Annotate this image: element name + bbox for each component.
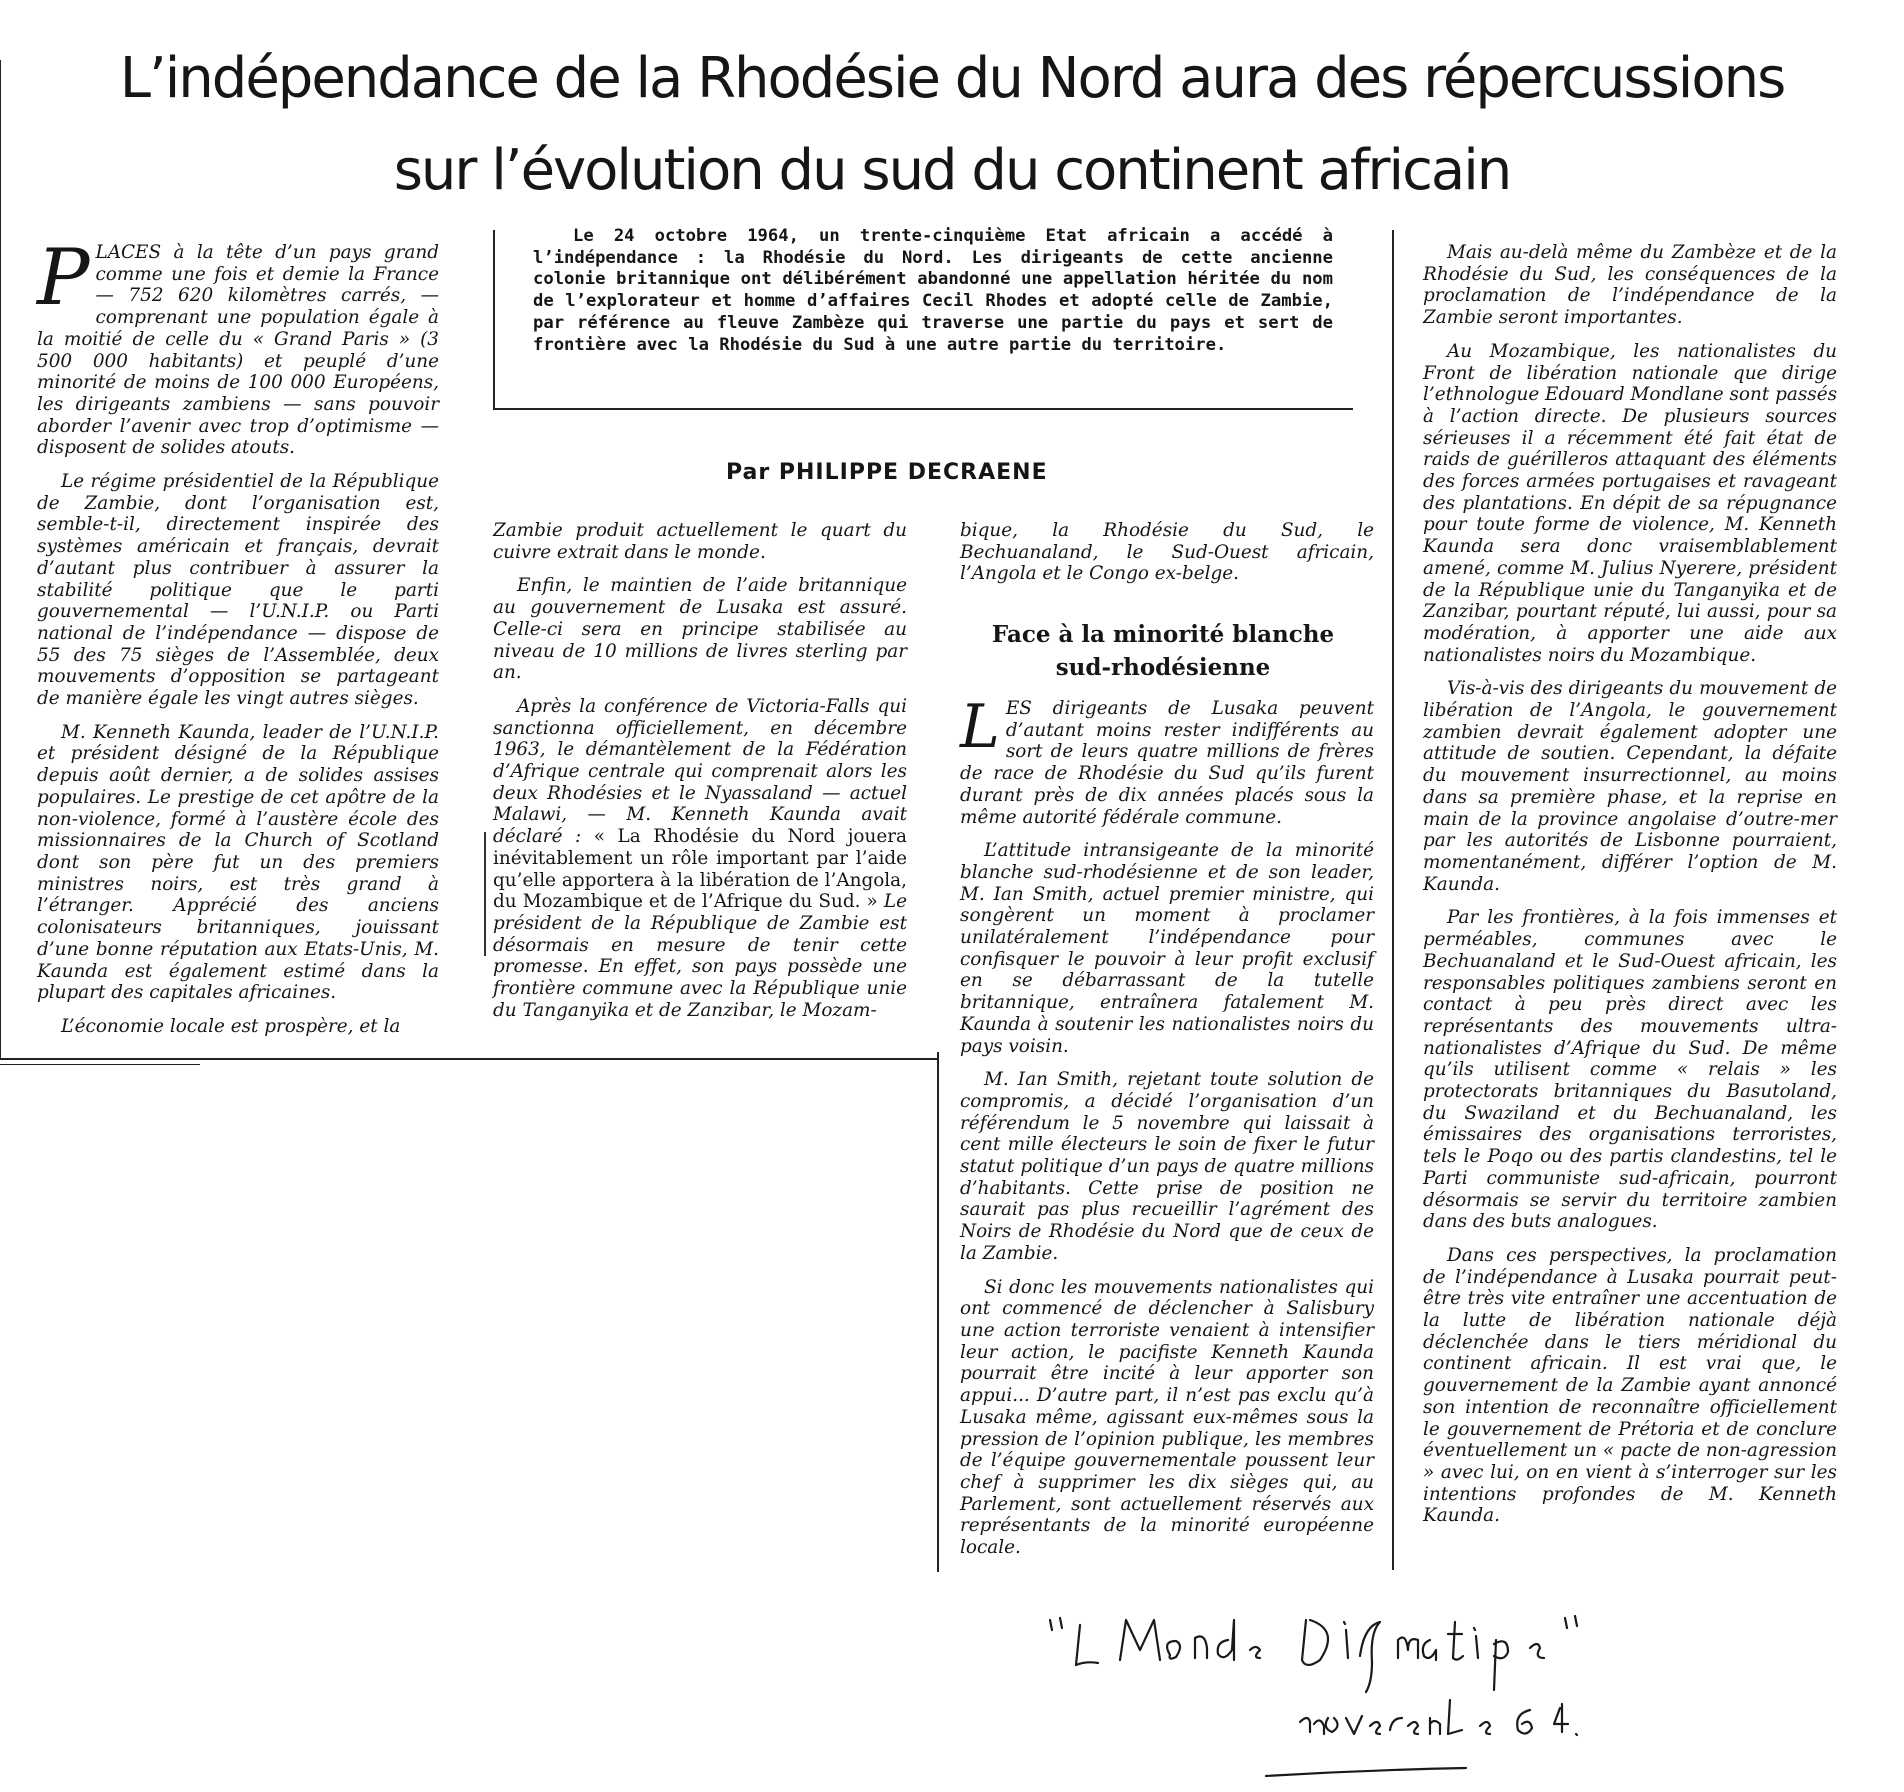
col1-paragraph-1	[37, 233, 439, 459]
column-3-body	[960, 692, 1374, 1571]
col1-paragraph-3: M. Kenneth Kaunda, leader de l’U.N.I.P. et président désigné de la République depuis août dernier, a de solides assises populaires. Le prestige de cet apôtre de la non-violence, formé à l’austère école des missionnaires de la Church of Scotland dont son père fut un des premiers ministres noirs, est très grand à l’étranger. Apprécié des anciens colonisateurs britanniques, jouissant d’une bonne réputation aux Etats-Unis, M. Kaunda est également estimé dans la plupart des capitales africaines.	[37, 721, 439, 1004]
col2-p3b-text: Le président de la République de Zambie est désormais en mesure de tenir cette promesse. En effet, son pays possède une frontière commune avec la République unie du Tanganyika et de Zanzibar, le Mozam-	[493, 891, 907, 1021]
headline-line-1: L’indépendance de la Rhodésie du Nord aura des répercussions	[119, 46, 1785, 111]
col2-p3a-text: Après la conférence de Victoria-Falls qui sanctionna officiellement, en décembre 1963, le démantèlement de la Fédération d’Afrique centrale qui comprenait alors les deux Rhodésies et le Nyassaland — actuel Malawi, — M. Kenneth Kaunda avait déclaré :	[493, 695, 907, 848]
column-4	[1423, 242, 1837, 1539]
handwritten-annotation	[1010, 1600, 1904, 1790]
column-divider-lower	[937, 1052, 939, 1572]
col1-paragraph-4: L’économie locale est prospère, et la	[61, 1015, 401, 1037]
col2-paragraph-3	[493, 696, 907, 1022]
column-1	[37, 233, 439, 1050]
col3-p1-text: ES dirigeants de Lusaka peuvent d’autant moins rester indifférents au sort de leurs quatre millions de frères de race de Rhodésie du Sud qu’ils furent durant près de dix années placés sous la même autorité fédérale commune.	[960, 698, 1374, 828]
lead-paragraph	[533, 226, 1333, 356]
col2-paragraph-1: Zambie produit actuellement le quart du cuivre extrait dans le monde.	[493, 520, 907, 563]
column-3	[960, 520, 1374, 597]
col4-paragraph-2: Au Mozambique, les nationalistes du Front de libération nationale que dirige l’ethnologue Edouard Mondlane sont passés à l’action directe. De plusieurs sources sérieuses il a récemment été fait état de raids de guérilleros attaquant des éléments des forces armées portugaises et ravageant des plantations. En dépit de sa répugnance pour toute forme de violence, M. Kenneth Kaunda sera donc vraisemblablement amené, comme M. Julius Nyerere, président de la République unie du Tanganyika et de Zanzibar, pourtant réputé, lui aussi, pour sa modération, à apporter une aide aux nationalistes noirs du Mozambique.	[1423, 340, 1838, 666]
dropcap-p: P	[37, 233, 90, 323]
col4-paragraph-1: Mais au-delà même du Zambèze et de la Rhodésie du Sud, les conséquences de la proclamation de l’indépendance de la Zambie seront importantes.	[1423, 242, 1837, 329]
column-2	[493, 520, 907, 1033]
bottom-cut-rule	[0, 1058, 938, 1060]
byline: Par PHILIPPE DECRAENE	[726, 460, 1048, 485]
quote-bracket-line	[484, 832, 486, 956]
headline-line-2: sur l’évolution du sud du continent africain	[393, 138, 1511, 203]
col3-paragraph-4: Si donc les mouvements nationalistes qui ont commencé de déclencher à Salisbury une action terroriste venaient à intensifier leur action, le pacifiste Kenneth Kaunda pourrait être incité à leur apporter son appui... D’autre part, il n’est pas exclu qu’à Lusaka même, agissant eux-mêmes sous la pression de l’opinion publique, les membres de l’équipe gouvernementale poussent leur chef à supprimer les dix sièges qui, au Parlement, sont actuellement réservés aux représentants de la minorité européenne locale.	[960, 1276, 1374, 1559]
column-divider-rule	[1392, 230, 1394, 1570]
col1-p1-text: LACES à la tête d’un pays grand comme une fois et demie la France — 752 620 kilomètres carrés, — comprenant une population égale à la moitié de celle du « Grand Paris » (3 500 000 habitants) et peuplé d’une minorité de moins de 100 000 Européens, les dirigeants zambiens — sans pouvoir aborder l’avenir avec trop d’optimisme — disposent de solides atouts.	[37, 242, 439, 459]
dropcap-l: L	[960, 692, 1000, 762]
col4-paragraph-4: Par les frontières, à la fois immenses et perméables, communes avec le Bechuanaland et le Sud-Ouest africain, les responsables politiques zambiens seront en contact à peu près direct avec les représentants des mouvements ultra-nationalistes d’Afrique du Sud. De même qu’ils utilisent comme « relais » les protectorats britanniques du Basutoland, du Swaziland et du Bechuanaland, les émissaires des organisations terroristes, tels le Poqo ou des partis clandestins, tel le Parti communiste sud-africain, pourront désormais se servir du territoire zambien dans des buts analogues.	[1423, 907, 1837, 1233]
col4-paragraph-3: Vis-à-vis des dirigeants du mouvement de libération de l’Angola, le gouvernement zambien devrait également adopter une attitude de soutien. Cependant, la défaite du mouvement insurrectionnel, au moins dans sa première phase, et la reprise en main de la province angolaise d’outre-mer par les autorités de Lisbonne pourraient, momentanément, différer l’option de M. Kaunda.	[1423, 678, 1837, 895]
col1-paragraph-2: Le régime présidentiel de la République de Zambie, dont l’organisation est, semble-t-il, directement inspirée des systèmes américain et français, devrait d’autant plus contribuer à assurer la stabilité politique que le parti gouvernemental — l’U.N.I.P. ou Parti national de l’indépendance — dispose de 55 des 75 sièges de l’Assemblée, deux mouvements d’opposition se partageant de manière égale les vingt autres sièges.	[37, 471, 439, 710]
col2-paragraph-2: Enfin, le maintien de l’aide britannique au gouvernement de Lusaka est assuré. Celle-ci sera en principe stabilisée au niveau de 10 millions de livres sterling par an.	[493, 575, 907, 684]
bottom-cut-rule-thin	[0, 1064, 200, 1065]
col3-paragraph-0: bique, la Rhodésie du Sud, le Bechuanaland, le Sud-Ouest africain, l’Angola et le Congo ex-belge.	[960, 520, 1374, 585]
lead-text: Le 24 octobre 1964, un trente-cinquième Etat africain a accédé à l’indépendance : la Rhodésie du Nord. Les dirigeants de cette ancienne colonie britannique ont délibérément abandonné une appellation héritée du nom de l’explorateur et homme d’affaires Cecil Rhodes et adopté celle de Zambie, par référence au fleuve Zambèze qui traverse une partie du pays et sert de frontière avec la Rhodésie du Sud à une autre partie du territoire.	[533, 226, 1333, 355]
subhead-minority: Face à la minorité blanche sud-rhodésienne	[991, 621, 1335, 681]
col4-paragraph-5: Dans ces perspectives, la proclamation de l’indépendance à Lusaka pourrait peut-être très vite entraîner une accentuation de la lutte de libération nationale déjà déclenchée dans le tiers méridional du continent africain. Il est vrai que, le gouvernement de la Zambie ayant annoncé son intention de reconnaître officiellement le gouvernement de Prétoria et de conclure éventuellement un « pacte de non-agression » avec lui, on en vient à s’interroger sur les intentions profondes de M. Kenneth Kaunda.	[1423, 1244, 1837, 1527]
kaunda-quote: « La Rhodésie du Nord jouera inévitablement un rôle important par l’aide qu’elle apportera à la libération de l’Angola, du Mozambique et de l’Afrique du Sud. »	[493, 826, 907, 913]
col3-paragraph-1	[960, 692, 1374, 828]
left-edge-rule	[0, 60, 1, 1060]
col3-paragraph-2: L’attitude intransigeante de la minorité blanche sud-rhodésienne et de son leader, M. Ian Smith, actuel premier ministre, qui songèrent un moment à proclamer unilatéralement l’indépendance pour confisquer le pouvoir à leur profit exclusif en se débarrassant de la tutelle britannique, entraînera fatalement M. Kaunda à soutenir les nationalistes noirs du pays voisin.	[960, 840, 1374, 1057]
col3-paragraph-3: M. Ian Smith, rejetant toute solution de compromis, a décidé l’organisation d’un référendum le 5 novembre qui laissait à cent mille électeurs le soin de fixer le futur statut politique d’un pays de quatre millions d’habitants. Cette prise de position ne saurait pas plus recueillir l’agrément des Noirs de Rhodésie du Nord que de ceux de la Zambie.	[960, 1069, 1374, 1264]
